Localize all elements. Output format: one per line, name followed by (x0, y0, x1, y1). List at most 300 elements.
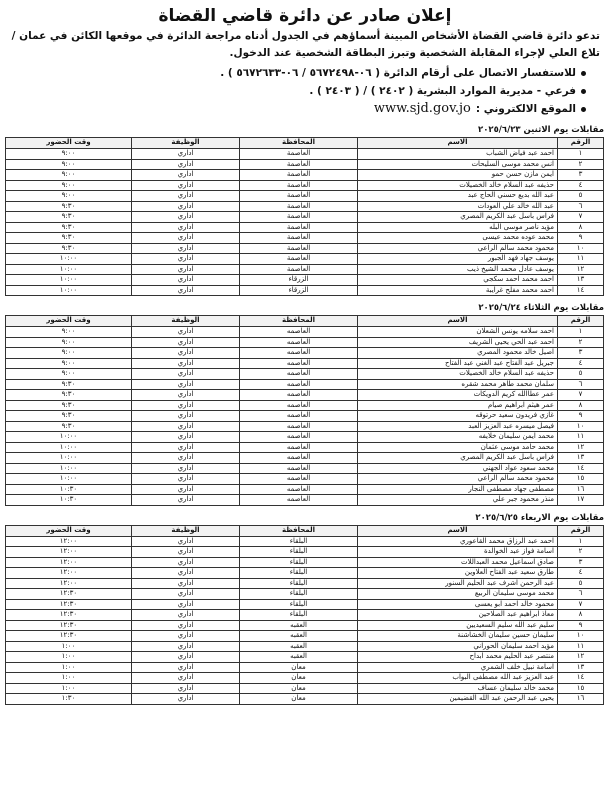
cell-governorate: معان (240, 662, 358, 673)
cell-job: اداري (132, 180, 240, 191)
cell-governorate: العاصمة (240, 212, 358, 223)
cell-num: ١ (558, 327, 604, 338)
announcement (0, 6, 610, 705)
cell-job: اداري (132, 662, 240, 673)
table-row (6, 159, 604, 170)
cell-name: فيصل ميسره عبد العزيز العبد (358, 421, 558, 432)
table-row (6, 557, 604, 568)
cell-governorate: العاصمه (240, 337, 358, 348)
cell-num: ١٤ (558, 463, 604, 474)
table-row (6, 484, 604, 495)
cell-time: ٩:٠٠ (6, 348, 132, 359)
cell-job: اداري (132, 453, 240, 464)
cell-governorate: العاصمة (240, 264, 358, 275)
cell-governorate: العقبه (240, 620, 358, 631)
cell-time: ٩:٠٠ (6, 369, 132, 380)
cell-governorate: البلقاء (240, 589, 358, 600)
bullet-dot-icon (581, 89, 586, 94)
cell-job: اداري (132, 201, 240, 212)
cell-job: اداري (132, 348, 240, 359)
cell-name: انس محمد موسى السليحات (358, 159, 558, 170)
table-row (6, 379, 604, 390)
cell-time: ١:٠٠ (6, 662, 132, 673)
section-date-label: مقابلات يوم الثلاثاء ٢٠٢٥/٦/٢٤ (478, 303, 604, 313)
table-row (6, 149, 604, 160)
cell-time: ٩:٠٠ (6, 337, 132, 348)
table-row (6, 432, 604, 443)
cell-num: ١٥ (558, 683, 604, 694)
cell-time: ١:٠٠ (6, 683, 132, 694)
table-row (6, 285, 604, 296)
cell-time: ١٢:٣٠ (6, 589, 132, 600)
cell-num: ٥ (558, 369, 604, 380)
cell-time: ٩:٠٠ (6, 191, 132, 202)
cell-governorate: العاصمة (240, 222, 358, 233)
cell-governorate: العاصمه (240, 348, 358, 359)
cell-governorate: العاصمه (240, 369, 358, 380)
cell-num: ١٠ (558, 631, 604, 642)
header-time: وقت الحضور (6, 138, 132, 149)
cell-governorate: البلقاء (240, 578, 358, 589)
table-row (6, 631, 604, 642)
cell-job: اداري (132, 400, 240, 411)
cell-name: احمد عبد الحي يحيى الشريف (358, 337, 558, 348)
cell-governorate: البلقاء (240, 547, 358, 558)
header-governorate: المحافظة (240, 525, 358, 536)
cell-num: ٩ (558, 620, 604, 631)
cell-num: ٤ (558, 358, 604, 369)
cell-governorate: الزرقاء (240, 285, 358, 296)
interview-table (5, 525, 604, 705)
cell-governorate: معان (240, 694, 358, 705)
cell-name: سليمان حسين سليمان الخشاشنة (358, 631, 558, 642)
cell-governorate: العاصمه (240, 411, 358, 422)
cell-job: اداري (132, 641, 240, 652)
cell-governorate: العاصمة (240, 170, 358, 181)
cell-job: اداري (132, 599, 240, 610)
cell-job: اداري (132, 432, 240, 443)
cell-governorate: العقبه (240, 641, 358, 652)
cell-governorate: العاصمه (240, 379, 358, 390)
cell-num: ٧ (558, 599, 604, 610)
cell-job: اداري (132, 589, 240, 600)
cell-time: ١٢:٠٠ (6, 547, 132, 558)
cell-job: اداري (132, 254, 240, 265)
cell-job: اداري (132, 369, 240, 380)
table-row (6, 610, 604, 621)
cell-job: اداري (132, 390, 240, 401)
interview-sections (0, 118, 610, 705)
cell-name: مؤيد احمد سليمان الحوراني (358, 641, 558, 652)
website-label: الموقع الالكتروني : (475, 103, 576, 115)
table-row (6, 348, 604, 359)
cell-time: ١٢:٣٠ (6, 599, 132, 610)
cell-job: اداري (132, 358, 240, 369)
table-row (6, 358, 604, 369)
cell-time: ٩:٠٠ (6, 358, 132, 369)
table-row (6, 191, 604, 202)
cell-name: اسامة نبيل خلف الشمري (358, 662, 558, 673)
cell-num: ٩ (558, 411, 604, 422)
header-governorate: المحافظة (240, 316, 358, 327)
cell-num: ١٢ (558, 264, 604, 275)
table-row (6, 547, 604, 558)
table-row (6, 589, 604, 600)
table-row (6, 536, 604, 547)
cell-governorate: العاصمه (240, 442, 358, 453)
cell-name: احمد محمد احمد سكجي (358, 275, 558, 286)
cell-governorate: البلقاء (240, 599, 358, 610)
table-row (6, 264, 604, 275)
header-num: الرقم (558, 525, 604, 536)
cell-num: ٧ (558, 212, 604, 223)
header-name: الاسم (358, 138, 558, 149)
cell-job: اداري (132, 233, 240, 244)
cell-name: فراس باسل عبد الكريم المصري (358, 212, 558, 223)
cell-num: ١١ (558, 254, 604, 265)
header-num: الرقم (558, 138, 604, 149)
cell-name: محمد عوده محمد عيسى (358, 233, 558, 244)
cell-name: سلمان محمد طاهر محمد شقره (358, 379, 558, 390)
cell-time: ١٠:٣٠ (6, 484, 132, 495)
cell-num: ٤ (558, 180, 604, 191)
table-row (6, 652, 604, 663)
cell-governorate: العاصمة (240, 180, 358, 191)
header-job: الوظيفة (132, 525, 240, 536)
cell-time: ١٠:٠٠ (6, 275, 132, 286)
cell-num: ١ (558, 149, 604, 160)
cell-num: ٥ (558, 578, 604, 589)
cell-num: ١٦ (558, 694, 604, 705)
cell-num: ٧ (558, 390, 604, 401)
cell-governorate: العاصمه (240, 453, 358, 464)
cell-time: ١٠:٠٠ (6, 254, 132, 265)
cell-name: معاذ ابراهيم عبد الصلاحين (358, 610, 558, 621)
table-row (6, 212, 604, 223)
cell-name: اصيل خالد محمود المصري (358, 348, 558, 359)
cell-governorate: البلقاء (240, 557, 358, 568)
cell-time: ٩:٣٠ (6, 400, 132, 411)
cell-name: يوسف جهاد فهد الجبور (358, 254, 558, 265)
cell-job: اداري (132, 275, 240, 286)
cell-num: ٢ (558, 337, 604, 348)
cell-name: محمد خالد سليمان عساف (358, 683, 558, 694)
cell-num: ١٢ (558, 652, 604, 663)
cell-job: اداري (132, 222, 240, 233)
cell-time: ١٢:٣٠ (6, 610, 132, 621)
cell-job: اداري (132, 610, 240, 621)
table-row (6, 673, 604, 684)
table-row (6, 495, 604, 506)
cell-name: منتصر عبد الحليم محمد ابداح (358, 652, 558, 663)
cell-governorate: معان (240, 683, 358, 694)
cell-name: غازي فريدون سعيد حرتوقه (358, 411, 558, 422)
interview-table (5, 315, 604, 506)
cell-job: اداري (132, 264, 240, 275)
table-row (6, 662, 604, 673)
cell-job: اداري (132, 557, 240, 568)
cell-governorate: العاصمه (240, 358, 358, 369)
cell-governorate: العقبه (240, 631, 358, 642)
cell-job: اداري (132, 578, 240, 589)
cell-job: اداري (132, 411, 240, 422)
cell-job: اداري (132, 652, 240, 663)
header-time: وقت الحضور (6, 316, 132, 327)
cell-time: ١٠:٠٠ (6, 463, 132, 474)
table-row (6, 201, 604, 212)
cell-time: ٩:٣٠ (6, 390, 132, 401)
cell-num: ١٣ (558, 662, 604, 673)
interview-table (5, 137, 604, 296)
section-date-label: مقابلات يوم الاثنين ٢٠٢٥/٦/٢٣ (478, 125, 604, 135)
cell-name: يوسف عادل محمد الشيخ ذيب (358, 264, 558, 275)
cell-time: ٩:٣٠ (6, 379, 132, 390)
cell-time: ١٠:٣٠ (6, 495, 132, 506)
table-row (6, 578, 604, 589)
cell-job: اداري (132, 547, 240, 558)
cell-governorate: البلقاء (240, 568, 358, 579)
cell-governorate: العقبه (240, 652, 358, 663)
cell-num: ٦ (558, 589, 604, 600)
cell-job: اداري (132, 191, 240, 202)
table-row (6, 233, 604, 244)
cell-name: محمود محمد سالم الراعي (358, 243, 558, 254)
cell-job: اداري (132, 536, 240, 547)
bullet-website (10, 100, 586, 118)
cell-time: ١٢:٠٠ (6, 536, 132, 547)
cell-num: ١٦ (558, 484, 604, 495)
cell-name: محمد حامد موسى عثمان (358, 442, 558, 453)
cell-governorate: العاصمه (240, 390, 358, 401)
cell-job: اداري (132, 285, 240, 296)
cell-governorate: العاصمه (240, 463, 358, 474)
header-num: الرقم (558, 316, 604, 327)
cell-num: ١٧ (558, 495, 604, 506)
cell-name: عمر عطاالله كريم الدويكات (358, 390, 558, 401)
cell-time: ١٢:٠٠ (6, 578, 132, 589)
extensions-text: فرعي - مديرية الموارد البشرية ( ٢٤٠٢ ) / ( ٢٤٠٣ ) . (309, 85, 576, 97)
cell-job: اداري (132, 694, 240, 705)
header-job: الوظيفة (132, 316, 240, 327)
cell-time: ٩:٣٠ (6, 411, 132, 422)
cell-job: اداري (132, 484, 240, 495)
cell-num: ٢ (558, 159, 604, 170)
cell-name: سليم عبد الله سليم السعيديين (358, 620, 558, 631)
table-row (6, 222, 604, 233)
table-row (6, 694, 604, 705)
cell-name: جبريل عبد الفتاح عبد الغني عبد الفتاح (358, 358, 558, 369)
cell-name: اسامة فواز عبد الخوالدة (358, 547, 558, 558)
cell-time: ١٢:٠٠ (6, 568, 132, 579)
header-time: وقت الحضور (6, 525, 132, 536)
table-header-row (6, 525, 604, 536)
cell-num: ٢ (558, 547, 604, 558)
cell-name: احمد عبد فياض الشباب (358, 149, 558, 160)
cell-name: ايمن مازن حسن حمو (358, 170, 558, 181)
cell-name: مؤيد ناصر موسى البله (358, 222, 558, 233)
cell-num: ٣ (558, 170, 604, 181)
bullet-dot-icon (581, 71, 586, 76)
table-row (6, 275, 604, 286)
table-row (6, 474, 604, 485)
cell-name: محمود محمد سالم الراعي (358, 474, 558, 485)
cell-num: ١٣ (558, 453, 604, 464)
cell-governorate: العاصمة (240, 201, 358, 212)
cell-time: ٩:٠٠ (6, 327, 132, 338)
cell-time: ١٢:٠٠ (6, 557, 132, 568)
contact-bullets (0, 64, 610, 118)
cell-job: اداري (132, 474, 240, 485)
table-row (6, 442, 604, 453)
table-row (6, 400, 604, 411)
table-row (6, 243, 604, 254)
cell-job: اداري (132, 442, 240, 453)
cell-num: ٤ (558, 568, 604, 579)
cell-num: ١٤ (558, 673, 604, 684)
table-row (6, 411, 604, 422)
cell-name: مصطفى جهاد مصطفى النجار (358, 484, 558, 495)
cell-job: اداري (132, 631, 240, 642)
cell-num: ١ (558, 536, 604, 547)
cell-num: ٣ (558, 557, 604, 568)
table-row (6, 683, 604, 694)
cell-name: منذر محمود جبر علي (358, 495, 558, 506)
table-row (6, 620, 604, 631)
cell-num: ١١ (558, 641, 604, 652)
cell-time: ٩:٠٠ (6, 159, 132, 170)
cell-governorate: العاصمة (240, 243, 358, 254)
cell-name: فراس باسل عبد الكريم المصري (358, 453, 558, 464)
cell-time: ١:٠٠ (6, 652, 132, 663)
cell-name: يحيى عبد الرحمن عبد الله القضيمين (358, 694, 558, 705)
cell-time: ٩:٠٠ (6, 170, 132, 181)
cell-time: ١٠:٠٠ (6, 432, 132, 443)
cell-time: ٩:٣٠ (6, 201, 132, 212)
cell-name: حذيفه عبد السلام خالد الخصيلات (358, 180, 558, 191)
header-name: الاسم (358, 316, 558, 327)
phones-text: للاستفسار الاتصال على أرقام الدائرة ( ٠٦-٥٦٧٢٤٩٨ / ٠٦-٥٦٧٢٦٣٣ ) . (220, 67, 576, 79)
cell-num: ١١ (558, 432, 604, 443)
cell-governorate: العاصمه (240, 474, 358, 485)
cell-time: ٩:٣٠ (6, 222, 132, 233)
cell-name: حذيفه عبد السلام خالد الخصيلات (358, 369, 558, 380)
cell-num: ٩ (558, 233, 604, 244)
cell-time: ٩:٣٠ (6, 212, 132, 223)
table-header-row (6, 138, 604, 149)
cell-time: ١:٠٠ (6, 641, 132, 652)
cell-job: اداري (132, 421, 240, 432)
cell-job: اداري (132, 495, 240, 506)
cell-job: اداري (132, 379, 240, 390)
cell-governorate: العاصمة (240, 191, 358, 202)
cell-governorate: العاصمة (240, 159, 358, 170)
cell-job: اداري (132, 673, 240, 684)
cell-job: اداري (132, 327, 240, 338)
cell-time: ٩:٣٠ (6, 243, 132, 254)
cell-job: اداري (132, 149, 240, 160)
cell-name: عبد الله بديع حسني الحاج عبد (358, 191, 558, 202)
cell-num: ١٥ (558, 474, 604, 485)
table-row (6, 254, 604, 265)
table-row (6, 327, 604, 338)
website-link[interactable]: www.sjd.gov.jo (373, 101, 471, 116)
cell-name: صادق اسماعيل محمد العبداللات (358, 557, 558, 568)
cell-num: ٦ (558, 201, 604, 212)
bullet-dot-icon (581, 107, 586, 112)
cell-governorate: العاصمة (240, 254, 358, 265)
table-row (6, 369, 604, 380)
cell-governorate: العاصمه (240, 495, 358, 506)
cell-num: ٨ (558, 610, 604, 621)
cell-time: ١٠:٠٠ (6, 285, 132, 296)
cell-time: ١:٣٠ (6, 694, 132, 705)
cell-job: اداري (132, 337, 240, 348)
cell-name: محمود خالد احمد ابو يعسى (358, 599, 558, 610)
cell-time: ٩:٠٠ (6, 180, 132, 191)
cell-name: محمد سعود عواد الجهني (358, 463, 558, 474)
cell-time: ١٠:٠٠ (6, 474, 132, 485)
cell-job: اداري (132, 170, 240, 181)
cell-governorate: معان (240, 673, 358, 684)
table-row (6, 463, 604, 474)
cell-time: ١٢:٣٠ (6, 631, 132, 642)
cell-num: ٨ (558, 400, 604, 411)
cell-name: احمد محمد مفلح غرايبة (358, 285, 558, 296)
bullet-phones (10, 64, 586, 82)
cell-num: ١٢ (558, 442, 604, 453)
table-row (6, 170, 604, 181)
table-row (6, 180, 604, 191)
table-row (6, 337, 604, 348)
cell-num: ١٣ (558, 275, 604, 286)
cell-name: عبد العزيز عبد الله مصطفى البواب (358, 673, 558, 684)
cell-job: اداري (132, 212, 240, 223)
cell-num: ١٤ (558, 285, 604, 296)
table-row (6, 390, 604, 401)
cell-time: ١٠:٠٠ (6, 453, 132, 464)
table-row (6, 421, 604, 432)
cell-num: ٨ (558, 222, 604, 233)
cell-name: عمر هيثم ابراهيم صيام (358, 400, 558, 411)
cell-time: ١٢:٣٠ (6, 620, 132, 631)
header-name: الاسم (358, 525, 558, 536)
cell-governorate: العاصمه (240, 432, 358, 443)
cell-job: اداري (132, 463, 240, 474)
cell-governorate: البلقاء (240, 610, 358, 621)
cell-time: ٩:٣٠ (6, 233, 132, 244)
cell-num: ٥ (558, 191, 604, 202)
cell-time: ٩:٠٠ (6, 149, 132, 160)
cell-num: ٣ (558, 348, 604, 359)
header-job: الوظيفة (132, 138, 240, 149)
cell-governorate: العاصمه (240, 484, 358, 495)
cell-job: اداري (132, 620, 240, 631)
header-governorate: المحافظة (240, 138, 358, 149)
cell-name: محمد موسى سليمان الربيع (358, 589, 558, 600)
table-header-row (6, 316, 604, 327)
cell-governorate: العاصمة (240, 233, 358, 244)
cell-time: ١٠:٠٠ (6, 442, 132, 453)
cell-num: ١٠ (558, 421, 604, 432)
cell-governorate: العاصمه (240, 327, 358, 338)
intro-paragraph: تدعو دائرة قاضي القضاة الأشخاص المبينة أسماؤهم في الجدول أدناه مراجعة الدائرة في موقعها الكائن في عمان / تلاع العلي لإجراء المقابلة الشخصية وتبرز البطاقة الشخصية عند الدخول. (11, 30, 600, 59)
cell-governorate: العاصمه (240, 400, 358, 411)
table-row (6, 599, 604, 610)
cell-job: اداري (132, 159, 240, 170)
cell-governorate: البلقاء (240, 536, 358, 547)
cell-time: ١٠:٠٠ (6, 264, 132, 275)
table-row (6, 641, 604, 652)
